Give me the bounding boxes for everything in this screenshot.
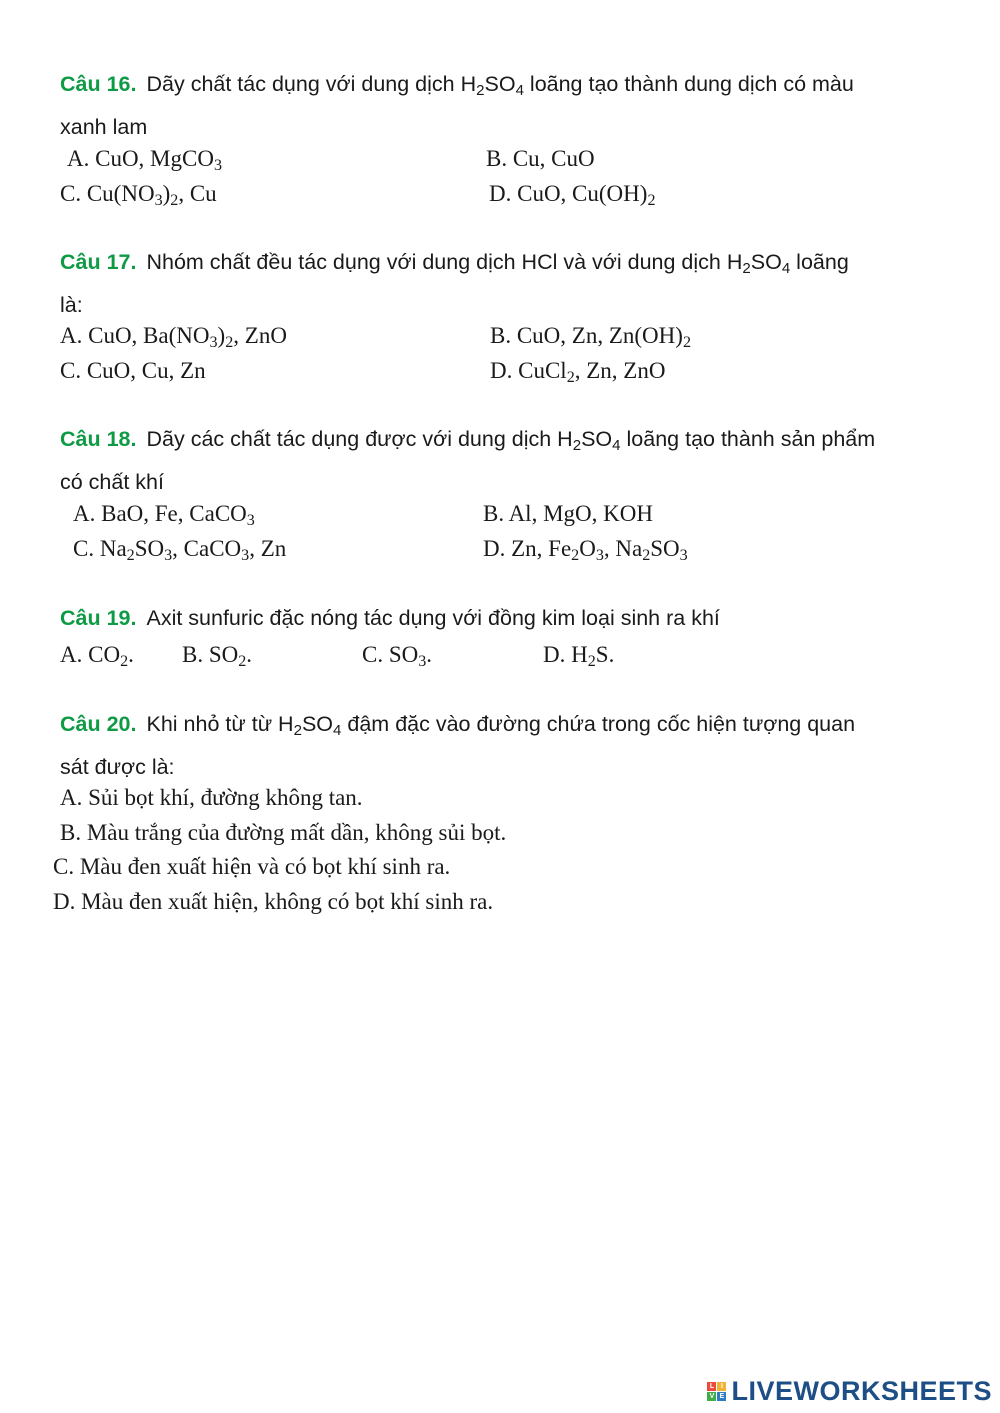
- q19-option-a[interactable]: A. $CO_2$.: [60, 642, 134, 671]
- subscript: 2: [293, 721, 302, 739]
- subscript: 3: [595, 547, 604, 565]
- question-18-stem: [60, 421, 875, 464]
- subscript: 3: [209, 334, 218, 352]
- subscript: 2: [120, 653, 129, 671]
- q16-option-b[interactable]: B. Cu, CuO: [486, 146, 595, 171]
- q19-stem-text: Axit sunfuric đặc nóng tác dụng với đồng kim loại sinh ra khí: [146, 606, 720, 630]
- question-20-stem: [60, 706, 855, 749]
- subscript: 3: [213, 157, 223, 175]
- logo-icon-square-i: I: [717, 1382, 726, 1391]
- subscript: 2: [566, 369, 575, 387]
- question-17-number: Câu 17.: [60, 250, 137, 274]
- q19-option-c[interactable]: C. $SO_3$.: [362, 642, 433, 671]
- subscript: 2: [126, 547, 135, 565]
- subscript: 3: [246, 512, 255, 530]
- subscript: 2: [572, 436, 582, 454]
- q17-option-d[interactable]: D. CuCl$_2$, Zn, ZnO: [490, 358, 666, 387]
- q18-option-b[interactable]: B. Al, MgO, KOH: [483, 501, 653, 526]
- question-16-number: Câu 16.: [60, 72, 137, 96]
- subscript: 2: [682, 334, 691, 352]
- q20-option-d[interactable]: D. Màu đen xuất hiện, không có bọt khí sinh ra.: [53, 889, 494, 914]
- q18-option-a[interactable]: A. BaO, Fe, CaCO$_3$: [73, 501, 255, 530]
- q18-option-c[interactable]: C. $Na_2SO_3$, CaCO$_3$, Zn: [73, 536, 287, 565]
- subscript: 2: [571, 547, 580, 565]
- subscript: 4: [515, 81, 524, 99]
- subscript: 4: [333, 721, 342, 739]
- subscript: 2: [476, 81, 485, 99]
- logo-icon-square-v: V: [707, 1392, 716, 1401]
- subscript: 3: [164, 547, 173, 565]
- subscript: 2: [642, 547, 651, 565]
- subscript: 3: [241, 547, 250, 565]
- q20-option-b[interactable]: B. Màu trắng của đường mất dần, không sủi bọt.: [60, 820, 507, 845]
- q20-option-a[interactable]: A. Sủi bọt khí, đường không tan.: [60, 785, 363, 810]
- logo-icon-square-e: E: [717, 1392, 726, 1401]
- subscript: 2: [742, 259, 751, 277]
- q17-stem-text: Nhóm chất đều tác dụng với dung dịch HCl và với dung dịch $H_2SO_4$ loãng: [146, 250, 849, 277]
- liveworksheets-logo-text: LIVEWORKSHEETS: [731, 1376, 992, 1406]
- subscript: 4: [612, 436, 621, 454]
- subscript: 2: [238, 653, 247, 671]
- subscript: 3: [679, 547, 688, 565]
- liveworksheets-logo-icon: [707, 1382, 726, 1401]
- subscript: 2: [170, 192, 179, 210]
- question-17-stem: [60, 244, 849, 287]
- subscript: 3: [154, 192, 163, 210]
- q16-option-a[interactable]: A. CuO, MgCO$_3$: [67, 146, 223, 175]
- subscript: 2: [225, 334, 234, 352]
- q16-stem-text: Dãy chất tác dụng với dung dịch $H_2SO_4$ loãng tạo thành dung dịch có màu: [146, 72, 854, 99]
- q17-option-a[interactable]: A. CuO, $Ba(NO_3)_2$, ZnO: [60, 323, 287, 352]
- question-18: [60, 421, 875, 500]
- question-19-number: Câu 19.: [60, 606, 137, 630]
- subscript: 2: [587, 653, 596, 671]
- question-19: [60, 600, 720, 636]
- q17-option-b[interactable]: B. CuO, Zn, $Zn(OH)_2$: [490, 323, 691, 352]
- q16-option-d[interactable]: D. CuO, $Cu(OH)_2$: [489, 181, 656, 210]
- question-19-stem: [60, 600, 720, 636]
- question-20-stem-cont: sát được là:: [60, 754, 175, 779]
- subscript: 3: [418, 653, 427, 671]
- question-18-stem-cont: có chất khí: [60, 469, 164, 494]
- question-16-stem-cont: xanh lam: [60, 114, 148, 139]
- q17-option-c[interactable]: C. CuO, Cu, Zn: [60, 358, 206, 383]
- logo-icon-square-l: L: [707, 1382, 716, 1391]
- subscript: 4: [781, 259, 791, 277]
- q16-option-c[interactable]: C. $Cu(NO_3)_2$, Cu: [60, 181, 217, 210]
- q19-option-d[interactable]: D. $H_2S$.: [543, 642, 615, 671]
- question-16: [60, 66, 854, 145]
- question-16-stem: [60, 66, 854, 109]
- question-18-number: Câu 18.: [60, 427, 137, 451]
- question-20: [60, 706, 855, 785]
- q18-option-d[interactable]: D. Zn, $Fe_2O_3$, $Na_2SO_3$: [483, 536, 688, 565]
- q19-option-b[interactable]: B. $SO_2$.: [182, 642, 253, 671]
- q18-stem-text: Dãy các chất tác dụng được với dung dịch $H_2SO_4$ loãng tạo thành sản phẩm: [146, 427, 876, 454]
- q20-option-c[interactable]: C. Màu đen xuất hiện và có bọt khí sinh ra.: [53, 854, 451, 879]
- subscript: 2: [647, 192, 656, 210]
- question-17-stem-cont: là:: [60, 292, 83, 317]
- liveworksheets-logo: [707, 1376, 992, 1407]
- q20-stem-text: Khi nhỏ từ từ $H_2SO_4$ đậm đặc vào đường chứa trong cốc hiện tượng quan: [146, 712, 856, 739]
- question-17: [60, 244, 849, 323]
- question-20-number: Câu 20.: [60, 712, 137, 736]
